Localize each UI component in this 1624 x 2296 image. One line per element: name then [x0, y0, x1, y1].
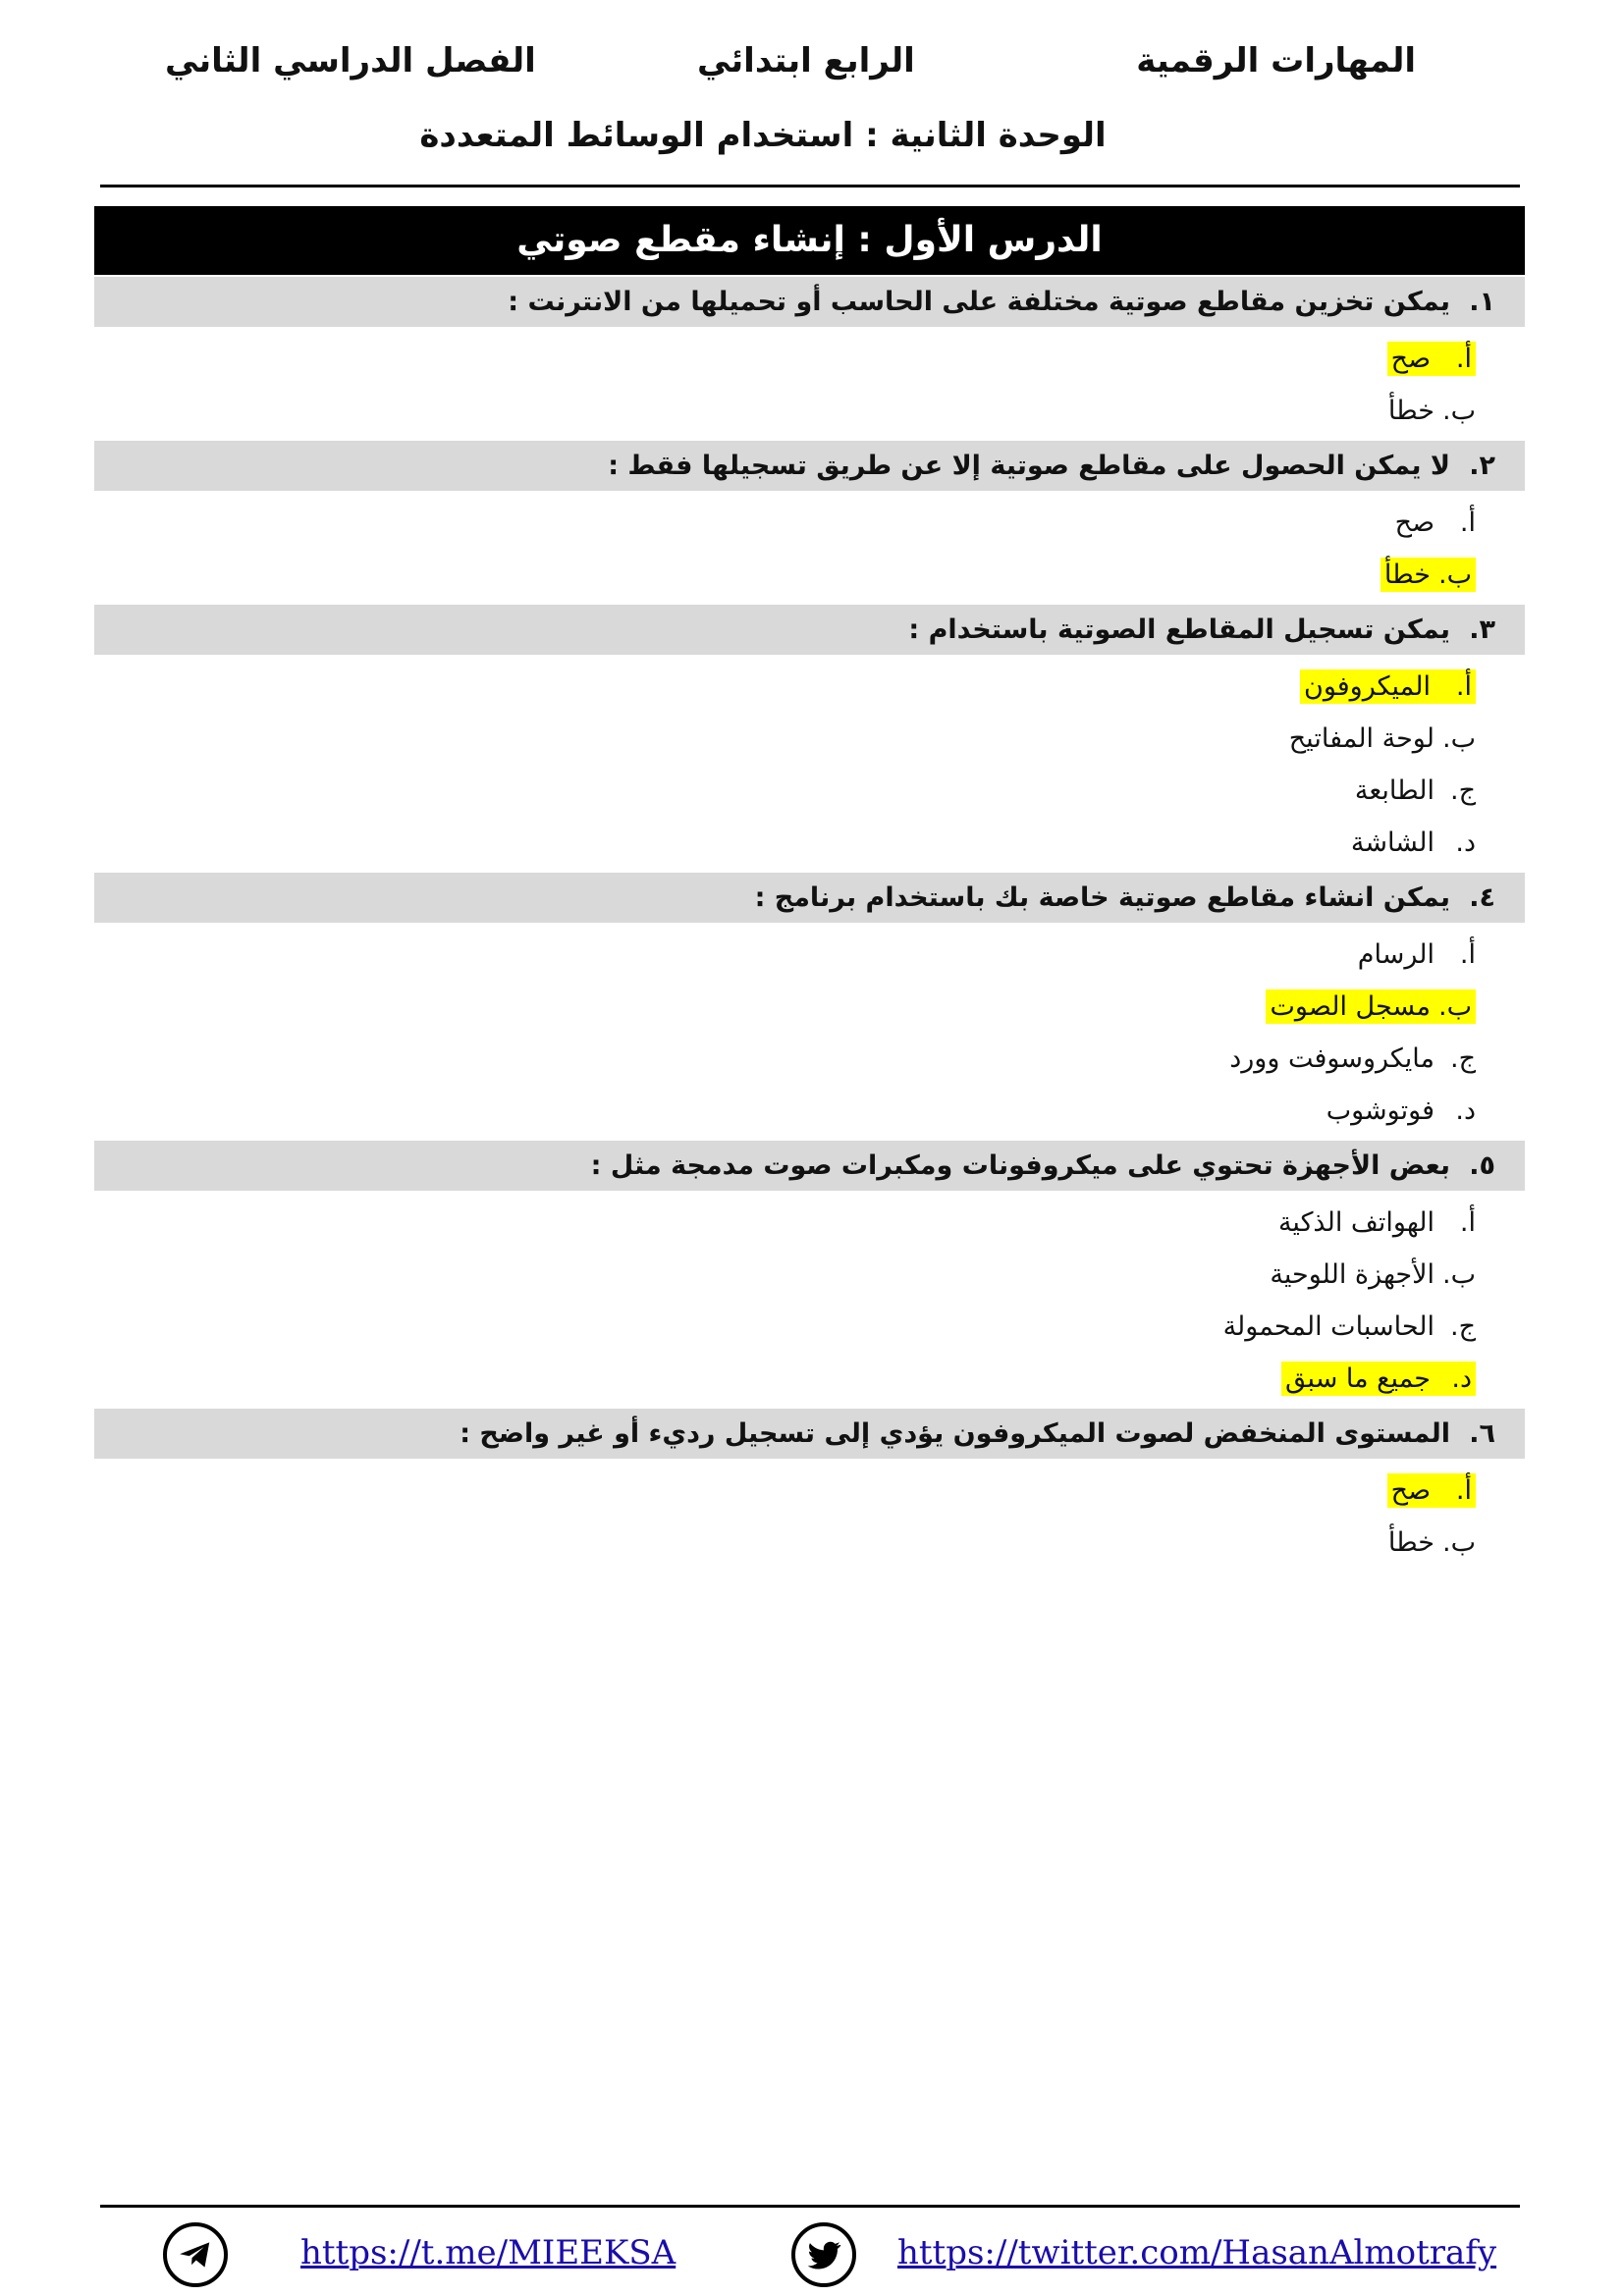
question-6: [94, 1409, 1525, 1459]
grade-title: الرابع ابتدائي: [697, 41, 915, 80]
correct-answer-highlight: [1380, 558, 1476, 592]
option-text: الرسام: [1357, 939, 1435, 970]
option-label: ب.: [1441, 1259, 1476, 1290]
option-label: أ.: [1455, 671, 1472, 702]
option-text: خطأ: [1387, 396, 1435, 426]
option-label: ب.: [1441, 723, 1476, 754]
question-text: بعض الأجهزة تحتوي على ميكروفونات ومكبرات صوت مدمجة مثل :: [590, 1150, 1450, 1181]
question-number: ٢.: [1469, 451, 1495, 481]
answer-content: [1358, 939, 1476, 970]
answer-content: [1229, 1043, 1476, 1074]
correct-answer-highlight: [1387, 1473, 1476, 1508]
option-text: جميع ما سبق: [1285, 1363, 1431, 1394]
answer-content: [1278, 1207, 1476, 1238]
question-number: ٣.: [1469, 614, 1495, 645]
option-label: ب.: [1441, 1527, 1476, 1558]
answer-content: [1326, 1095, 1476, 1126]
option-label: أ.: [1455, 344, 1472, 374]
option-label: أ.: [1459, 939, 1476, 970]
answer-option[interactable]: [94, 1197, 1525, 1249]
quiz-list: [94, 277, 1525, 1573]
answer-option[interactable]: [94, 929, 1525, 981]
question-text: يمكن تسجيل المقاطع الصوتية باستخدام :: [908, 614, 1450, 645]
option-text: خطأ: [1387, 1527, 1435, 1558]
question-number: ٥.: [1469, 1150, 1495, 1181]
answer-option[interactable]: [94, 1353, 1525, 1405]
page-header: [0, 41, 1624, 100]
option-text: الأجهزة اللوحية: [1270, 1259, 1435, 1290]
answer-option[interactable]: [94, 713, 1525, 765]
answer-option[interactable]: [94, 1301, 1525, 1353]
option-text: الطابعة: [1354, 775, 1435, 806]
answer-content: [1223, 1311, 1476, 1342]
correct-answer-highlight: [1266, 989, 1476, 1024]
option-label: د.: [1451, 1363, 1472, 1394]
answer-content: [1388, 1527, 1476, 1558]
footer-divider: [100, 2205, 1520, 2208]
answer-content: [1270, 1259, 1476, 1290]
unit-heading: [0, 116, 1624, 155]
twitter-icon[interactable]: [791, 2222, 856, 2287]
answer-option[interactable]: [94, 549, 1525, 601]
answer-content: [1351, 828, 1476, 858]
answer-option[interactable]: [94, 765, 1525, 817]
question-text: المستوى المنخفض لصوت الميكروفون يؤدي إلى تسجيل رديء أو غير واضح :: [460, 1418, 1450, 1449]
option-text: صح: [1390, 1475, 1431, 1506]
option-label: ج.: [1449, 1311, 1476, 1342]
answer-option[interactable]: [94, 1085, 1525, 1137]
answer-option[interactable]: [94, 817, 1525, 869]
answer-content: [1395, 507, 1476, 538]
answer-option[interactable]: [94, 661, 1525, 713]
option-label: أ.: [1455, 1475, 1472, 1506]
option-label: ب.: [1437, 560, 1472, 590]
correct-answer-highlight: [1300, 669, 1476, 704]
question-text: يمكن تخزين مقاطع صوتية مختلفة على الحاسب أو تحميلها من الانترنت :: [508, 287, 1450, 317]
option-text: مايكروسوفت وورد: [1229, 1043, 1435, 1074]
subject-title: المهارات الرقمية: [1136, 41, 1416, 80]
twitter-link[interactable]: https://twitter.com/HasanAlmotrafy: [897, 2233, 1497, 2272]
option-text: الحاسبات المحمولة: [1222, 1311, 1435, 1342]
option-label: أ.: [1459, 1207, 1476, 1238]
question-3: [94, 605, 1525, 655]
question-2: [94, 441, 1525, 491]
option-text: صح: [1394, 507, 1435, 538]
answer-option[interactable]: [94, 333, 1525, 385]
question-number: ٦.: [1469, 1418, 1495, 1449]
question-text: لا يمكن الحصول على مقاطع صوتية إلا عن طريق تسجيلها فقط :: [608, 451, 1450, 481]
correct-answer-highlight: [1281, 1362, 1476, 1396]
question-text: يمكن انشاء مقاطع صوتية خاصة بك باستخدام برنامج :: [754, 882, 1450, 913]
header-divider: [100, 185, 1520, 187]
option-label: د.: [1455, 1095, 1476, 1126]
telegram-link[interactable]: https://t.me/MIEEKSA: [300, 2233, 677, 2272]
question-number: ١.: [1469, 287, 1495, 317]
option-label: ج.: [1449, 1043, 1476, 1074]
telegram-icon[interactable]: [163, 2222, 228, 2287]
correct-answer-highlight: [1387, 342, 1476, 376]
option-text: مسجل الصوت: [1270, 991, 1431, 1022]
answer-content: [1388, 396, 1476, 426]
option-text: الشاشة: [1350, 828, 1435, 858]
answer-option[interactable]: [94, 385, 1525, 437]
unit-title: الوحدة الثانية : استخدام الوسائط المتعددة: [419, 116, 1107, 155]
semester-title: الفصل الدراسي الثاني: [165, 41, 536, 80]
option-label: أ.: [1459, 507, 1476, 538]
question-number: ٤.: [1469, 882, 1495, 913]
answer-option[interactable]: [94, 1517, 1525, 1569]
option-text: الميكروفون: [1303, 671, 1431, 702]
option-label: ب.: [1441, 396, 1476, 426]
option-text: الهواتف الذكية: [1277, 1207, 1435, 1238]
option-text: فوتوشوب: [1326, 1095, 1435, 1126]
question-5: [94, 1141, 1525, 1191]
answer-option[interactable]: [94, 1033, 1525, 1085]
option-text: صح: [1390, 344, 1431, 374]
answer-content: [1355, 775, 1476, 806]
lesson-title: الدرس الأول : إنشاء مقطع صوتي: [516, 220, 1103, 260]
answer-option[interactable]: [94, 981, 1525, 1033]
option-text: لوحة المفاتيح: [1288, 723, 1435, 754]
question-1: [94, 277, 1525, 327]
answer-option[interactable]: [94, 1249, 1525, 1301]
answer-content: [1289, 723, 1476, 754]
question-4: [94, 873, 1525, 923]
answer-option[interactable]: [94, 497, 1525, 549]
answer-option[interactable]: [94, 1465, 1525, 1517]
option-label: د.: [1455, 828, 1476, 858]
option-label: ب.: [1437, 991, 1472, 1022]
option-text: خطأ: [1383, 560, 1431, 590]
lesson-title-bar: [94, 206, 1525, 275]
option-label: ج.: [1449, 775, 1476, 806]
